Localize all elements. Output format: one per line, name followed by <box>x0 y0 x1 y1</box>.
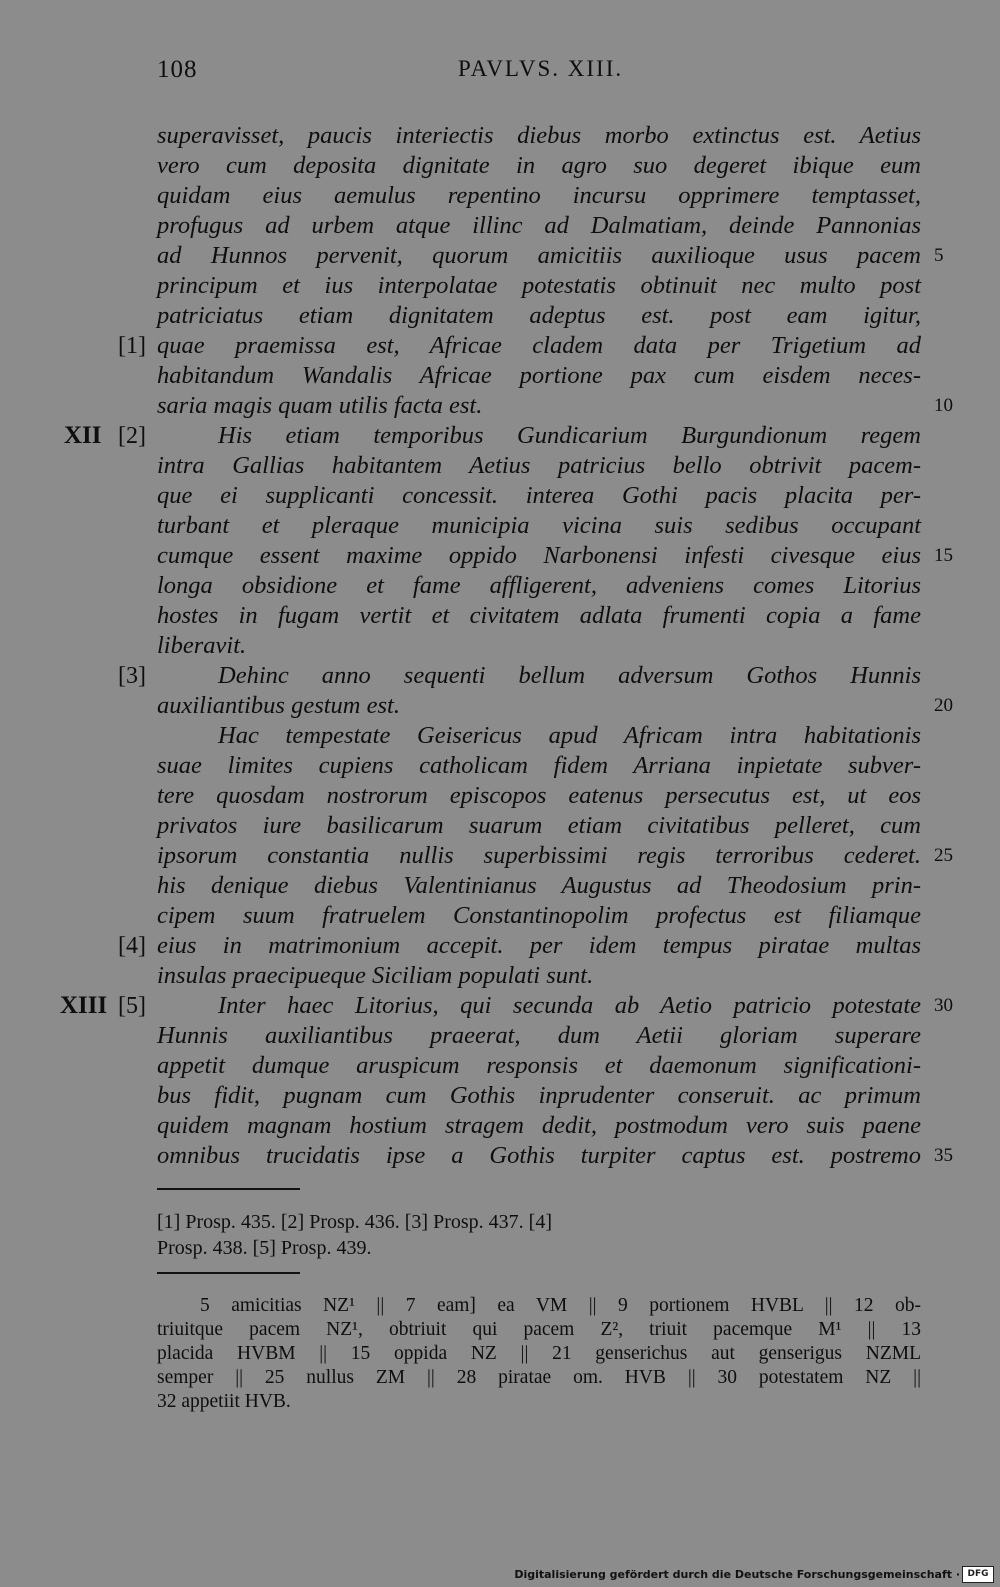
running-title: PAVLVS. XIII. <box>458 56 624 81</box>
text-line: Dehinc anno sequenti bellum adversum Gothos Hunnis <box>218 662 921 689</box>
apparatus-line: 5 amicitias NZ¹ || 7 eam] ea VM || 9 portionem HVBL || 12 ob- <box>200 1295 921 1316</box>
chapter-marker: XIII <box>60 992 108 1019</box>
paragraph-marker: [4] <box>118 933 146 959</box>
paragraph-marker: [2] <box>118 423 146 449</box>
text-line: suae limites cupiens catholicam fidem Arriana inpietate subver- <box>157 752 921 779</box>
text-line: Hac tempestate Geisericus apud Africam intra habitationis <box>218 722 921 749</box>
line-number: 15 <box>934 545 953 566</box>
text-line: privatos iure basilicarum suarum etiam civitatibus pelleret, cum <box>157 812 921 839</box>
text-line: profugus ad urbem atque illinc ad Dalmatiam, deinde Pannonias <box>157 212 921 239</box>
text-line: insulas praecipueque Siciliam populati sunt. <box>157 962 594 989</box>
text-line: bus fidit, pugnam cum Gothis inprudenter conseruit. ac primum <box>157 1082 921 1109</box>
text-line: His etiam temporibus Gundicarium Burgundionum regem <box>218 422 921 449</box>
text-line: cipem suum fratruelem Constantinopolim profectus est filiamque <box>157 902 921 929</box>
dfg-logo: DFG <box>962 1566 994 1583</box>
line-number: 10 <box>934 395 953 416</box>
text-line: ad Hunnos pervenit, quorum amicitiis auxilioque usus pacem <box>157 242 921 269</box>
text-line: quidem magnam hostium stragem dedit, postmodum vero suis paene <box>157 1112 921 1139</box>
text-line: auxiliantibus gestum est. <box>157 692 400 719</box>
text-line: turbant et pleraque municipia vicina suis sedibus occupant <box>157 512 921 539</box>
footnote-rule <box>157 1188 300 1190</box>
line-number: 25 <box>934 845 953 866</box>
paragraph-marker: [5] <box>118 993 146 1019</box>
line-number: 20 <box>934 695 953 716</box>
paragraph-marker: [1] <box>118 333 146 359</box>
line-number: 5 <box>934 245 944 266</box>
apparatus-line: triuitque pacem NZ¹, obtriuit qui pacem Z², triuit pacemque M¹ || 13 <box>157 1319 921 1340</box>
text-line: principum et ius interpolatae potestatis obtinuit nec multo post <box>157 272 921 299</box>
apparatus-rule <box>157 1272 300 1274</box>
text-line: omnibus trucidatis ipse a Gothis turpiter captus est. postremo <box>157 1142 921 1169</box>
text-line: cumque essent maxime oppido Narbonensi infesti civesque eius <box>157 542 921 569</box>
digitization-credit: Digitalisierung gefördert durch die Deutsche Forschungsgemeinschaft · <box>514 1568 960 1581</box>
text-line: longa obsidione et fame affligerent, adveniens comes Litorius <box>157 572 921 599</box>
text-line: vero cum deposita dignitate in agro suo degeret ibique eum <box>157 152 921 179</box>
page-number: 108 <box>157 56 198 83</box>
text-line: patriciatus etiam dignitatem adeptus est. post eam igitur, <box>157 302 921 329</box>
text-line: his denique diebus Valentinianus Augustus ad Theodosium prin- <box>157 872 921 899</box>
text-line: superavisset, paucis interiectis diebus morbo extinctus est. Aetius <box>157 122 921 149</box>
apparatus-line: 32 appetiit HVB. <box>157 1391 291 1412</box>
apparatus-line: semper || 25 nullus ZM || 28 piratae om. HVB || 30 potestatem NZ || <box>157 1367 921 1388</box>
text-line: quae praemissa est, Africae cladem data per Trigetium ad <box>157 332 921 359</box>
text-line: intra Gallias habitantem Aetius patricius bello obtrivit pacem- <box>157 452 921 479</box>
text-line: liberavit. <box>157 632 247 659</box>
paragraph-marker: [3] <box>118 663 146 689</box>
text-line: quidam eius aemulus repentino incursu opprimere temptasset, <box>157 182 921 209</box>
text-line: hostes in fugam vertit et civitatem adlata frumenti copia a fame <box>157 602 921 629</box>
source-note: Prosp. 438. [5] Prosp. 439. <box>157 1237 372 1259</box>
text-line: Inter haec Litorius, qui secunda ab Aetio patricio potestate <box>218 992 921 1019</box>
text-line: eius in matrimonium accepit. per idem tempus piratae multas <box>157 932 921 959</box>
line-number: 35 <box>934 1145 953 1166</box>
text-line: tere quosdam nostrorum episcopos eatenus persecutus est, ut eos <box>157 782 921 809</box>
text-line: que ei supplicanti concessit. interea Gothi pacis placita per- <box>157 482 921 509</box>
chapter-marker: XII <box>64 422 102 449</box>
line-number: 30 <box>934 995 953 1016</box>
text-line: habitandum Wandalis Africae portione pax cum eisdem neces- <box>157 362 921 389</box>
source-note: [1] Prosp. 435. [2] Prosp. 436. [3] Prosp. 437. [4] <box>157 1211 552 1233</box>
text-line: saria magis quam utilis facta est. <box>157 392 483 419</box>
text-line: ipsorum constantia nullis superbissimi regis terroribus cederet. <box>157 842 921 869</box>
text-line: appetit dumque aruspicum responsis et daemonum significationi- <box>157 1052 921 1079</box>
apparatus-line: placida HVBM || 15 oppida NZ || 21 genserichus aut genserigus NZML <box>157 1343 921 1364</box>
text-line: Hunnis auxiliantibus praeerat, dum Aetii gloriam superare <box>157 1022 921 1049</box>
